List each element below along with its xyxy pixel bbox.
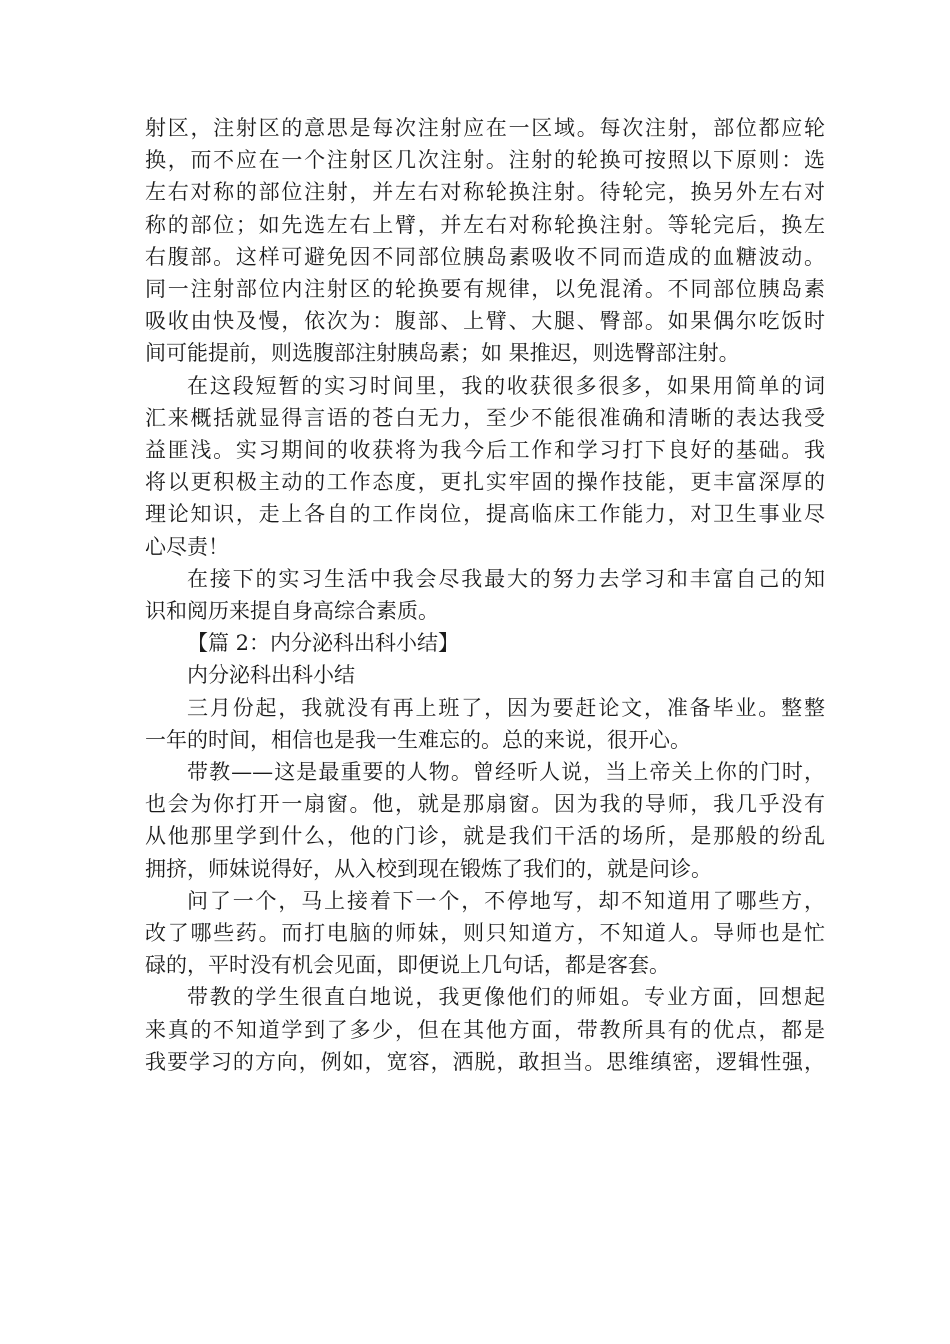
text-line: 在这段短暂的实习时间里，我的收获很多很多，如果用简单的词 <box>187 374 825 398</box>
text-line: 带教的学生很直白地说，我更像他们的师姐。专业方面，回想起 <box>187 985 825 1009</box>
text-line: 射区，注射区的意思是每次注射应在一区域。每次注射，部位都应轮 <box>145 116 825 140</box>
text-line: 也会为你打开一扇窗。他，就是那扇窗。因为我的导师，我几乎没有 <box>145 792 825 816</box>
text-line: 碌的，平时没有机会见面，即便说上几句话，都是客套。 <box>145 953 670 977</box>
text-line: 带教——这是最重要的人物。曾经听人说，当上帝关上你的门时， <box>187 760 825 784</box>
text-line: 左右对称的部位注射，并左右对称轮换注射。待轮完，换另外左右对 <box>145 180 825 204</box>
text-line: 将以更积极主动的工作态度，更扎实牢固的操作技能，更丰富深厚的 <box>145 470 825 494</box>
text-line: 换，而不应在一个注射区几次注射。注射的轮换可按照以下原则：选 <box>145 148 825 172</box>
text-line: 同一注射部位内注射区的轮换要有规律，以免混淆。不同部位胰岛素 <box>145 277 825 301</box>
text-line: 我要学习的方向，例如，宽容，洒脱，敢担当。思维缜密，逻辑性强， <box>145 1050 825 1074</box>
text-line: 问了一个，马上接着下一个，不停地写，却不知道用了哪些方， <box>187 889 825 913</box>
text-line: 内分泌科出科小结 <box>187 663 355 687</box>
text-line: 识和阅历来提自身高综合素质。 <box>145 599 439 623</box>
text-line: 右腹部。这样可避免因不同部位胰岛素吸收不同而造成的血糖波动。 <box>145 245 825 269</box>
text-line: 三月份起，我就没有再上班了，因为要赶论文，准备毕业。整整 <box>187 696 825 720</box>
text-line: 一年的时间，相信也是我一生难忘的。总的来说，很开心。 <box>145 728 691 752</box>
text-line: 间可能提前，则选腹部注射胰岛素；如 果推迟，则选臀部注射。 <box>145 341 740 365</box>
text-line: 心尽责！ <box>145 535 229 559</box>
text-line: 改了哪些药。而打电脑的师妹，则只知道方，不知道人。导师也是忙 <box>145 921 825 945</box>
text-line: 益匪浅。实习期间的收获将为我今后工作和学习打下良好的基础。我 <box>145 438 825 462</box>
text-line: 汇来概括就显得言语的苍白无力，至少不能很准确和清晰的表达我受 <box>145 406 825 430</box>
text-line: 从他那里学到什么，他的门诊，就是我们干活的场所，是那般的纷乱 <box>145 824 825 848</box>
text-line: 【篇 2：内分泌科出科小结】 <box>187 631 460 655</box>
text-line: 称的部位；如先选左右上臂，并左右对称轮换注射。等轮完后，换左 <box>145 213 825 237</box>
text-line: 来真的不知道学到了多少，但在其他方面，带教所具有的优点，都是 <box>145 1018 825 1042</box>
text-line: 拥挤，师妹说得好，从入校到现在锻炼了我们的，就是问诊。 <box>145 857 712 881</box>
text-line: 在接下的实习生活中我会尽我最大的努力去学习和丰富自己的知 <box>187 567 825 591</box>
text-line: 理论知识，走上各自的工作岗位，提高临床工作能力，对卫生事业尽 <box>145 502 825 526</box>
text-line: 吸收由快及慢，依次为：腹部、上臂、大腿、臀部。如果偶尔吃饭时 <box>145 309 825 333</box>
